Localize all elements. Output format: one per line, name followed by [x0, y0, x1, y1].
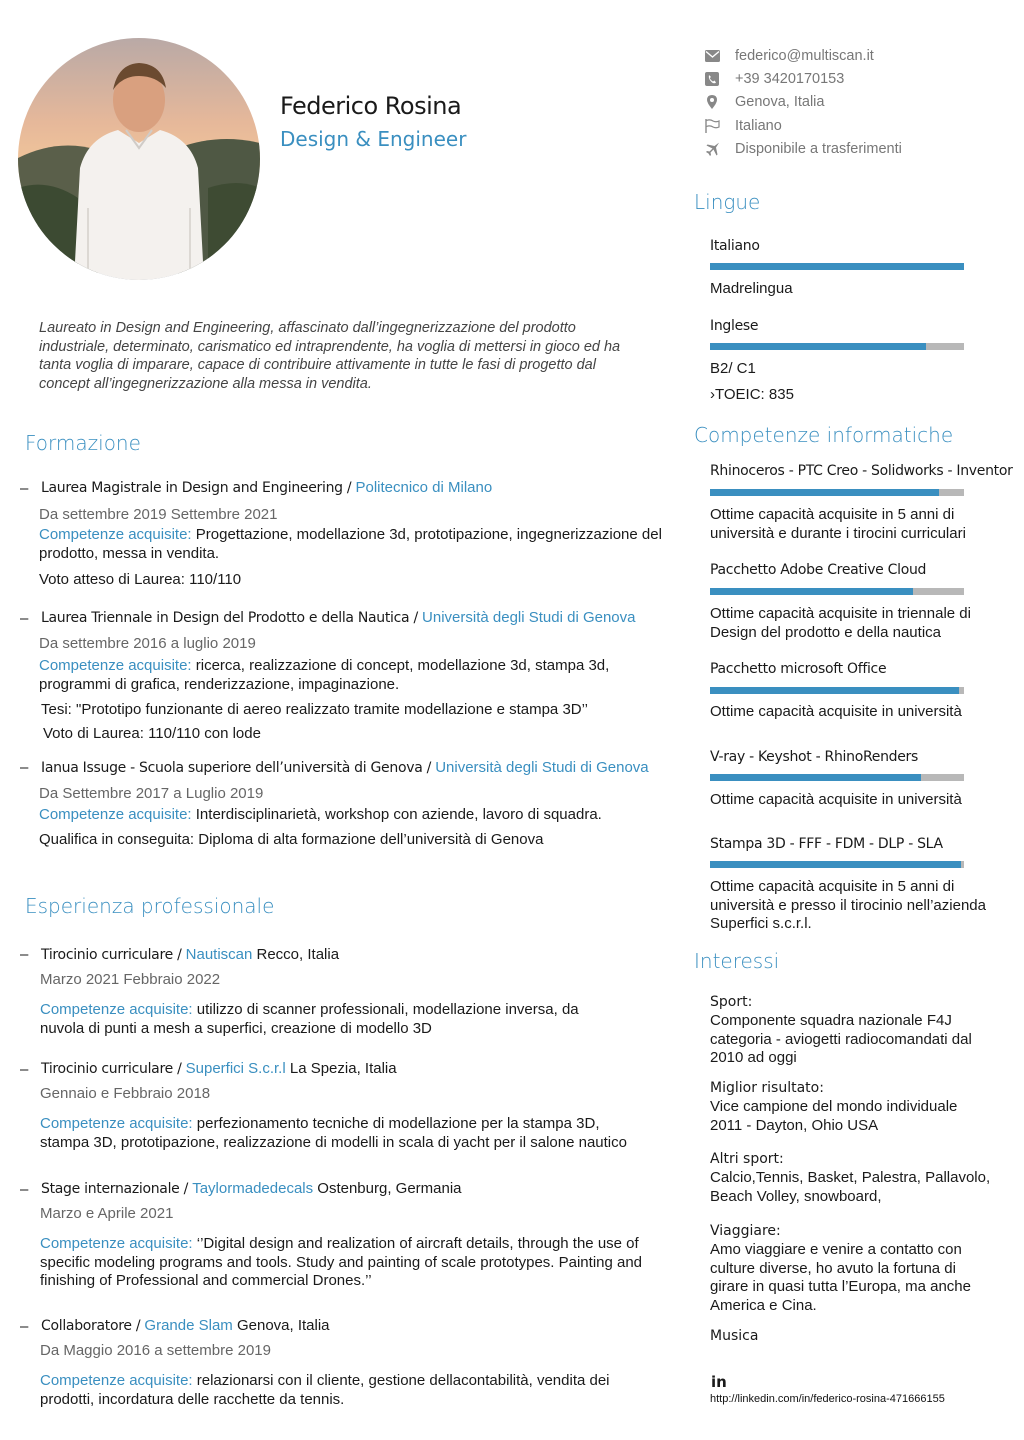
company-place: Recco, Italia	[252, 946, 340, 963]
interest-text: Calcio,Tennis, Basket, Palestra, Pallavolo, Beach Volley, snowboard,	[710, 1169, 991, 1205]
skills-label: Competenze acquisite:	[40, 1001, 193, 1018]
bullet-dash: –	[20, 1181, 29, 1198]
school-name: Università degli Studi di Genova	[422, 609, 636, 626]
company-place: La Spezia, Italia	[285, 1060, 397, 1077]
interest-label: Sport:	[710, 994, 753, 1010]
language-cert: ›TOEIC: 835	[710, 386, 794, 403]
experience-entry-title	[41, 1180, 462, 1197]
linkedin-url[interactable]: http://linkedin.com/in/federico-rosina-471666155	[710, 1393, 945, 1405]
skill-name: Stampa 3D - FFF - FDM - DLP - SLA	[710, 836, 943, 852]
contact-location-text: Genova, Italia	[735, 94, 825, 110]
degree-name: Laurea Triennale in Design del Prodotto e della Nautica	[41, 610, 410, 626]
level-fill	[710, 263, 964, 270]
skill-name: Pacchetto Adobe Creative Cloud	[710, 562, 927, 578]
education-skills	[39, 526, 669, 563]
person-name: Federico Rosina	[280, 92, 462, 120]
bullet-dash: –	[20, 946, 29, 963]
level-fill	[710, 687, 959, 694]
education-skills	[39, 806, 669, 825]
skill-desc: Ottime capacità acquisite in università	[710, 703, 962, 720]
company-place: Ostenburg, Germania	[313, 1180, 462, 1197]
skills-text: perfezionamento tecniche di modellazione per la stampa 3D, stampa 3D, prototipazione, realizzazione di modelli in scala di yacht per il salone nautico	[40, 1115, 627, 1151]
company-name: Superfici S.c.r.l	[185, 1060, 286, 1077]
education-dates: Da Settembre 2017 a Luglio 2019	[39, 785, 264, 802]
separator: /	[131, 1318, 145, 1334]
education-section-title: Formazione	[25, 431, 141, 455]
skills-label: Competenze acquisite:	[39, 806, 192, 823]
envelope-icon	[704, 48, 720, 64]
level-fill	[710, 489, 939, 496]
skills-label: Competenze acquisite:	[40, 1115, 193, 1132]
contact-availability	[704, 139, 902, 159]
education-skills	[39, 657, 669, 694]
skills-label: Competenze acquisite:	[40, 1372, 193, 1389]
interests-section-title: Interessi	[694, 949, 780, 973]
experience-section-title: Esperienza professionale	[25, 894, 275, 918]
bullet-dash: –	[20, 1061, 29, 1078]
language-desc: Madrelingua	[710, 280, 793, 297]
contact-phone[interactable]	[704, 69, 844, 89]
company-name: Nautiscan	[185, 946, 253, 963]
skill-level-bar	[710, 861, 964, 868]
education-note: Qualifica in conseguita: Diploma di alta formazione dell’università di Genova	[39, 831, 544, 848]
skill-level-bar	[710, 588, 964, 595]
experience-skills	[40, 1235, 665, 1291]
map-pin-icon	[704, 94, 720, 110]
language-name: Inglese	[710, 318, 759, 334]
linkedin-icon: in	[711, 1373, 727, 1391]
bullet-dash: –	[20, 1318, 29, 1335]
bullet-dash: –	[20, 480, 29, 497]
skill-level-bar	[710, 774, 964, 781]
languages-section-title: Lingue	[694, 190, 761, 214]
education-thesis: Tesi: "Prototipo funzionante di aereo realizzato tramite modellazione e stampa 3D’’	[41, 701, 589, 718]
job-role: Tirocinio curriculare	[41, 947, 173, 963]
language-level-bar	[710, 263, 964, 270]
language-level-bar	[710, 343, 964, 350]
education-entry-title	[41, 609, 636, 626]
level-fill	[710, 343, 926, 350]
bullet-dash: –	[20, 759, 29, 776]
experience-skills	[40, 1372, 640, 1409]
separator: /	[179, 1181, 193, 1197]
education-dates: Da settembre 2019 Settembre 2021	[39, 506, 278, 523]
experience-dates: Marzo e Aprile 2021	[40, 1205, 174, 1222]
skill-desc: Ottime capacità acquisite in 5 anni di università e durante i tirocini curriculari	[710, 506, 966, 542]
education-entry-title	[41, 759, 649, 776]
skills-label: Competenze acquisite:	[39, 526, 192, 543]
skill-name: Rhinoceros - PTC Creo - Solidworks - Inventor	[710, 463, 1013, 479]
contact-availability-text: Disponibile a trasferimenti	[735, 141, 902, 157]
airplane-icon	[704, 141, 720, 157]
interest-label: Musica	[710, 1328, 759, 1344]
experience-entry-title	[41, 1317, 330, 1334]
education-entry-title	[41, 479, 492, 496]
skill-name: V-ray - Keyshot - RhinoRenders	[710, 749, 919, 765]
contact-email[interactable]	[704, 46, 874, 66]
skills-text: relazionarsi con il cliente, gestione dellacontabilità, vendita dei prodotti, incordatura delle racchette da tennis.	[40, 1372, 610, 1408]
experience-skills	[40, 1115, 650, 1152]
interest-text: Amo viaggiare e venire a contatto con culture diverse, ho avuto la fortuna di girare in quasi tutta l’Europa, ma anche America e Cina.	[710, 1241, 971, 1314]
level-fill	[710, 588, 913, 595]
bullet-dash: –	[20, 610, 29, 627]
degree-name: Laurea Magistrale in Design and Engineering	[41, 480, 343, 496]
education-note: Voto atteso di Laurea: 110/110	[39, 571, 242, 588]
skills-text: Progettazione, modellazione 3d, prototipazione, ingegnerizzazione del prodotto, messa in vendita.	[39, 526, 662, 562]
separator: /	[172, 947, 186, 963]
skill-desc: Ottime capacità acquisite in triennale di Design del prodotto e della nautica	[710, 605, 971, 641]
experience-dates: Marzo 2021 Febbraio 2022	[40, 971, 221, 988]
job-role: Stage internazionale	[41, 1181, 180, 1197]
company-name: Taylormadedecals	[192, 1180, 314, 1197]
profile-photo	[18, 38, 260, 280]
separator: /	[342, 480, 356, 496]
contact-nationality	[704, 116, 782, 136]
skills-label: Competenze acquisite:	[40, 1235, 193, 1252]
skill-level-bar	[710, 687, 964, 694]
skill-desc: Ottime capacità acquisite in università	[710, 791, 962, 808]
school-name: Politecnico di Milano	[355, 479, 493, 496]
degree-name: Ianua Issuge - Scuola superiore dell’università di Genova	[41, 760, 423, 776]
company-place: Genova, Italia	[232, 1317, 330, 1334]
experience-skills	[40, 1001, 600, 1038]
interest-label: Altri sport:	[710, 1151, 784, 1167]
skills-text: utilizzo di scanner professionali, modellazione inversa, da nuvola di punti a mesh a superfici, creazione di modello 3D	[40, 1001, 579, 1037]
education-grade: Voto di Laurea: 110/110 con lode	[43, 725, 261, 742]
skill-level-bar	[710, 489, 964, 496]
interest-label: Miglior risultato:	[710, 1080, 824, 1096]
separator: /	[409, 610, 423, 626]
contact-location	[704, 92, 824, 112]
it-skills-section-title: Competenze informatiche	[694, 423, 954, 447]
language-desc: B2/ C1	[710, 360, 756, 377]
company-name: Grande Slam	[144, 1317, 233, 1334]
skills-text: ricerca, realizzazione di concept, modellazione 3d, stampa 3d, programmi di grafica, renderizzazione, impaginazione.	[39, 657, 610, 693]
skills-label: Competenze acquisite:	[39, 657, 192, 674]
skills-text: Interdisciplinarietà, workshop con aziende, lavoro di squadra.	[191, 806, 602, 823]
skill-name: Pacchetto microsoft Office	[710, 661, 887, 677]
interest-text: Vice campione del mondo individuale 2011 - Dayton, Ohio USA	[710, 1098, 958, 1134]
contact-phone-text: +39 3420170153	[735, 71, 845, 87]
flag-icon	[704, 118, 720, 134]
job-role: Collaboratore	[41, 1318, 132, 1334]
school-name: Università degli Studi di Genova	[435, 759, 649, 776]
level-fill	[710, 861, 961, 868]
person-role: Design & Engineer	[280, 127, 467, 151]
skills-text: ‘’Digital design and realization of aircraft details, through the use of specific modeling programs and tools. Study and painting of scale prototypes. Painting and finishing of Professional and commercial Drones.’’	[40, 1235, 643, 1289]
skill-desc: Ottime capacità acquisite in 5 anni di università e presso il tirocinio nell’azienda Superfici s.c.r.l.	[710, 878, 986, 932]
experience-entry-title	[41, 1060, 397, 1077]
separator: /	[172, 1061, 186, 1077]
interest-text: Componente squadra nazionale F4J categoria - aviogetti radiocomandati dal 2010 ad oggi	[710, 1012, 972, 1066]
experience-entry-title	[41, 946, 339, 963]
profile-summary: Laureato in Design and Engineering, affascinato dall’ingegnerizzazione del prodotto industriale, determinato, carismatico ed intraprendente, ha voglia di mettersi in gioco ed ha tanta voglia di imparare, capace di contribuire attivamente in tutte le fasi di progetto dal concept all’ingegnerizzazione alla messa in vendita.	[39, 320, 621, 392]
job-role: Tirocinio curriculare	[41, 1061, 173, 1077]
level-fill	[710, 774, 921, 781]
contact-nationality-text: Italiano	[735, 118, 782, 134]
experience-dates: Gennaio e Febbraio 2018	[40, 1085, 211, 1102]
education-dates: Da settembre 2016 a luglio 2019	[39, 635, 256, 652]
separator: /	[422, 760, 436, 776]
language-name: Italiano	[710, 238, 760, 254]
phone-icon	[704, 71, 720, 87]
contact-email-text: federico@multiscan.it	[735, 48, 874, 64]
experience-dates: Da Maggio 2016 a settembre 2019	[40, 1342, 271, 1359]
interest-label: Viaggiare:	[710, 1223, 781, 1239]
